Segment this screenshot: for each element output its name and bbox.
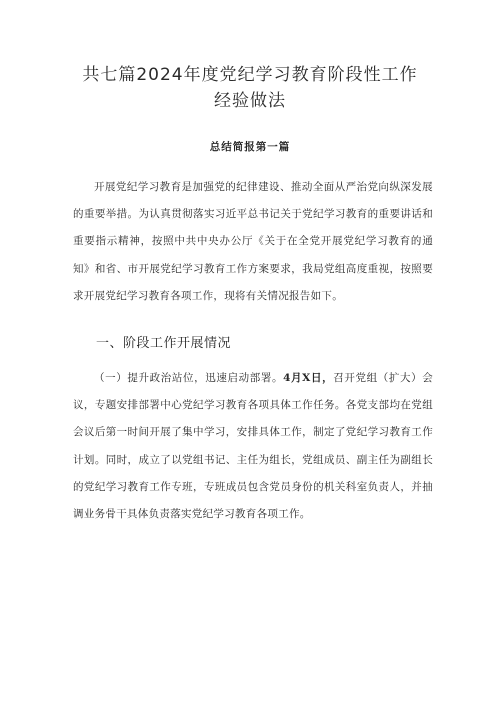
section-1-date: 4月X日， [283,372,334,384]
document-title [40,62,460,114]
section-1-heading: 一、阶段工作开展情况 [96,336,232,351]
section-1-paragraph [73,365,433,528]
section-1-body: 召开党组（扩大）会议，专题安排部署中心党纪学习教育各项具体工作任务。各党支部均在党组会议后第一时间开展了集中学习，安排具体工作，制定了党纪学习教育工作计划。同时，成立了以党组书记、主任为组长，党组成员、副主任为副组长的党纪学习教育工作专班，专班成员包含党员身份的机关科室负责人，并抽调业务骨干具体负责落实党纪学习教育各项工作。 [73,372,433,521]
title-line-1: 共七篇2024年度党纪学习教育阶段性工作 [82,65,418,85]
intro-paragraph: 开展党纪学习教育是加强党的纪律建设、推动全面从严治党向纵深发展的重要举措。为认真贯彻落实习近平总书记关于党纪学习教育的重要讲话和重要指示精神，按照中共中央办公厅《关于在全党开展党纪学习教育的通知》和省、市开展党纪学习教育工作方案要求，我局党组高度重视，按照要求开展党纪学习教育各项工作，现将有关情况报告如下。 [73,181,433,302]
section-1-lead: （一）提升政治站位，迅速启动部署。 [94,372,284,384]
title-line-2: 经验做法 [214,91,286,111]
document-subtitle: 总结简报第一篇 [209,141,291,153]
